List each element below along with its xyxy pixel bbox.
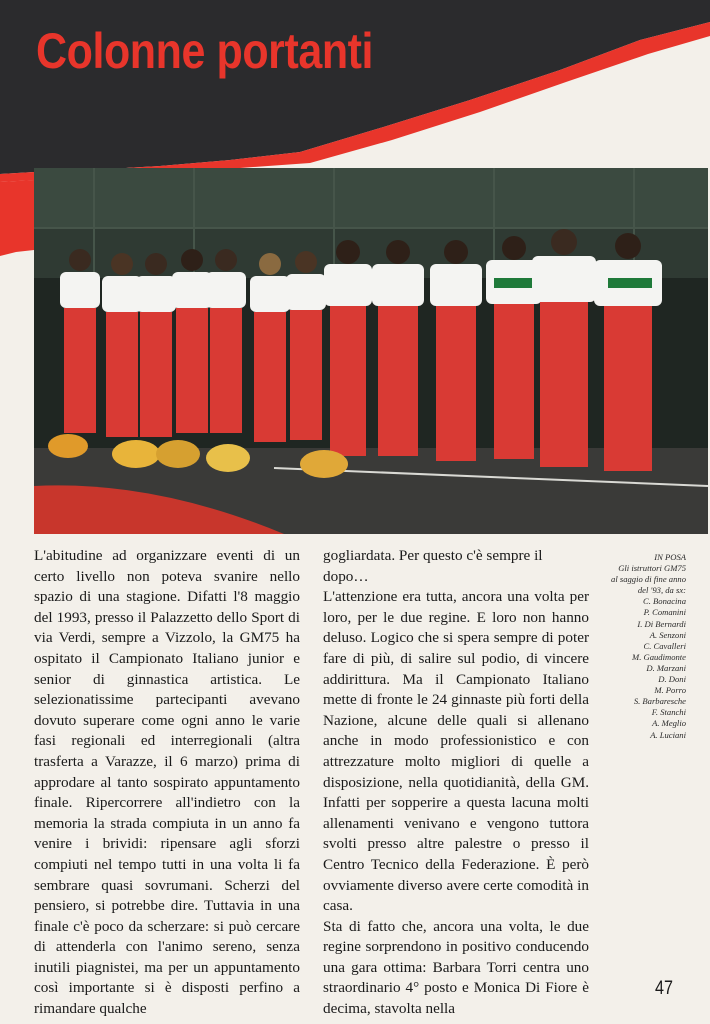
caption-line: D. Doni (658, 674, 686, 685)
caption-line: del '93, da sx: (637, 585, 686, 596)
photo-caption (598, 552, 686, 741)
caption-line: D. Marzani (646, 662, 686, 673)
team-photo-illustration (34, 168, 708, 534)
article-paragraph: gogliardata. Per questo c'è sempre il dopo… (323, 547, 543, 585)
article-column-2 (323, 546, 589, 1020)
caption-line: F. Stanchi (651, 707, 686, 718)
team-photo (34, 168, 708, 534)
caption-line: I. Di Bernardi (637, 618, 686, 629)
article-paragraph: L'abitudine ad organizzare eventi di un certo livello non poteva svanire nello spazio di una stagione. Difatti l'8 maggio del 1993, presso il Palazzetto dello Sport di via Verdi, sempre a Vizzolo, la GM75 ha ospitato il Campionato Italiano junior e senior di ginnastica artistica. Le selezionatissime partecipanti avevano dovuto superare come ogni anno le varie fasi regionali ed interregionali (altra trasferta a Varazze, il 6 marzo) prima di approdare al tanto sospirato appuntamento finale. Ripercorrere all'indietro con la memoria la strada compiuta in un anno fa venire i brividi: ripensare agli sforzi compiuti nel tempo tutti in una volta li fa sembrare quasi sovrumani. Scherzi del pensiero, si potrebbe dire. Tuttavia in una finale c'è poco da scherzare: si può cercare di attenderla con l'animo sereno, senza inutili piagnistei, ma per un appuntamento così importante si è disposti perfino a rimandare qualche (34, 547, 300, 1018)
page-title: Colonne portanti (36, 23, 374, 79)
caption-line: A. Senzoni (649, 629, 686, 640)
people-group (60, 229, 662, 471)
caption-line: P. Comanini (643, 607, 686, 618)
red-side-mark (0, 180, 34, 256)
article-paragraph: L'attenzione era tutta, ancora una volta per loro, per le due regine. E loro non hanno deluso. Logico che si spera sempre di poter fare di più, di salire sul podio, di vincere addirittura. Ma il Campionato Italiano mette di fronte le 24 ginnaste più forti della Nazione, alcune delle quali si allenano anche in modo professionistico e con attrezzature molto migliori di quelle a disposizione, nella quotidianità, della GM. Infatti per sopperire a questa lacuna molti allenamenti venivano e vengono tuttora svolti presso altre palestre o presso il Centro Tecnico della Federazione. È però ovviamente diverso avere certe comodità in casa. (323, 588, 589, 915)
caption-line: C. Cavalleri (643, 640, 686, 651)
caption-line: M. Gaudimonte (632, 651, 686, 662)
caption-line: IN POSA (654, 552, 686, 562)
caption-line: A. Luciani (650, 729, 686, 740)
caption-line: A. Meglio (652, 718, 686, 729)
article-paragraph: Sta di fatto che, ancora una volta, le due regine sorprendono in positivo conducendo una gara ottima: Barbara Torri centra uno straordinario 4° posto e Monica Di Fiore è decima, stavolta nella (323, 917, 589, 1018)
article-column-1 (34, 546, 300, 1020)
caption-line: C. Bonacina (643, 596, 686, 607)
caption-line: M. Porro (654, 685, 686, 696)
caption-line: Gli istruttori GM75 (618, 563, 686, 574)
page-number: 47 (655, 978, 673, 999)
caption-line: al saggio di fine anno (611, 574, 686, 585)
caption-line: S. Barbaresche (633, 696, 686, 707)
